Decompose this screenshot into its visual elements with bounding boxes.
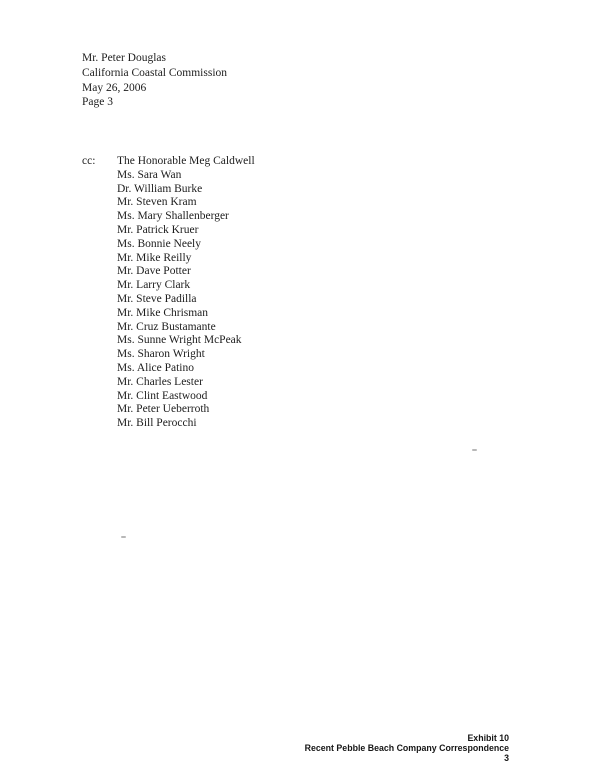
scan-artifact-speck: [121, 536, 126, 538]
cc-recipient: Mr. Patrick Kruer: [117, 223, 199, 236]
cc-recipient: Mr. Mike Reilly: [117, 251, 192, 264]
cc-recipient: Ms. Alice Patino: [117, 361, 194, 374]
cc-recipient: Mr. Steve Padilla: [117, 292, 197, 305]
scan-artifact-speck: [472, 449, 477, 451]
cc-label: cc:: [82, 155, 96, 167]
cc-recipient: Mr. Clint Eastwood: [117, 389, 208, 402]
cc-recipient: Mr. Peter Ueberroth: [117, 403, 210, 416]
cc-list: [117, 155, 255, 431]
cc-recipient: Ms. Sara Wan: [117, 168, 182, 181]
exhibit-label: Exhibit 10: [467, 733, 509, 743]
cc-recipient: Dr. William Burke: [117, 182, 203, 195]
cc-recipient: Ms. Mary Shallenberger: [117, 210, 229, 223]
cc-recipient: Mr. Bill Perocchi: [117, 417, 197, 430]
cc-recipient: Mr. Dave Potter: [117, 265, 191, 278]
cc-recipient: The Honorable Meg Caldwell: [117, 155, 255, 167]
cc-recipient: Mr. Steven Kram: [117, 196, 197, 209]
exhibit-footer: [305, 733, 509, 763]
exhibit-title: Recent Pebble Beach Company Correspondence: [304, 743, 509, 753]
cc-recipient: Mr. Mike Chrisman: [117, 306, 209, 319]
cc-recipient: Ms. Sharon Wright: [117, 348, 205, 361]
cc-recipient: Mr. Larry Clark: [117, 279, 191, 292]
recipient-name: Mr. Peter Douglas: [82, 52, 167, 64]
letter-header: [82, 51, 227, 110]
page-label: Page 3: [82, 96, 113, 109]
cc-recipient: Ms. Sunne Wright McPeak: [117, 334, 242, 347]
cc-block: [82, 155, 255, 431]
cc-recipient: Mr. Cruz Bustamante: [117, 320, 216, 333]
letter-date: May 26, 2006: [82, 81, 147, 94]
cc-recipient: Ms. Bonnie Neely: [117, 237, 202, 250]
cc-recipient: Mr. Charles Lester: [117, 375, 203, 388]
footer-page-number: 3: [504, 753, 509, 763]
recipient-organization: California Coastal Commission: [82, 66, 228, 79]
